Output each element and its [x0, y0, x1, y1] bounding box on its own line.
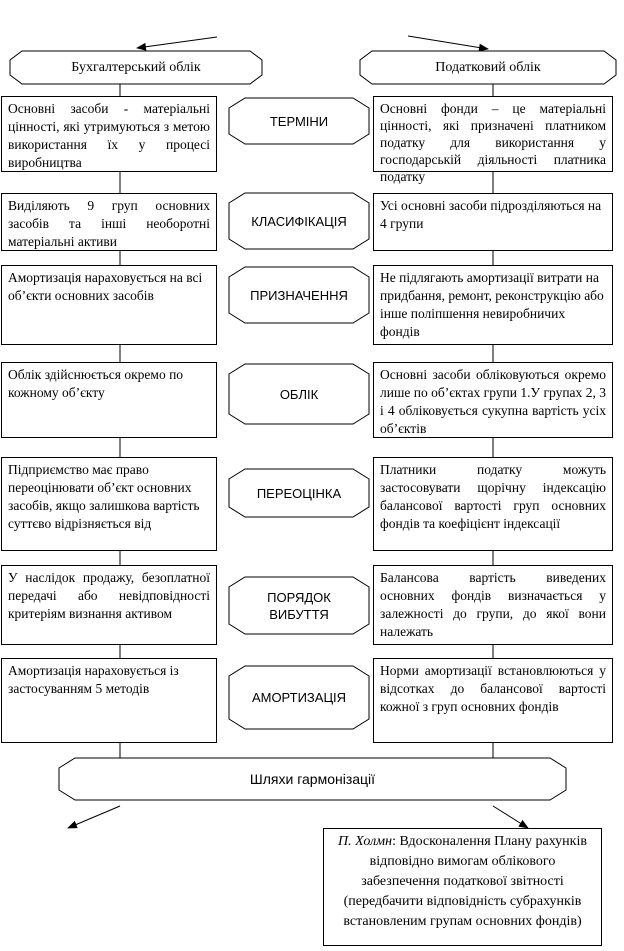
disposal-label: ПОРЯДОК ВИБУТТЯ	[267, 589, 331, 622]
classification-label: КЛАСИФІКАЦІЯ	[251, 213, 347, 229]
depreciation-label: АМОРТИЗАЦІЯ	[251, 690, 347, 705]
purpose-tax: Не підлягають амортизації витрати на придбання, ремонт, реконструкцію або інше поліпшення невиробничих фондів	[373, 265, 613, 345]
harmonization-title: Шляхи гармонізації	[249, 771, 376, 787]
header-tax: Податковий облік	[435, 59, 541, 75]
note-author: П. Холмн	[338, 834, 393, 849]
terms-accounting: Основні засоби - матеріальні цінності, які утримуються з метою використання їх у процесі виробництва	[1, 96, 217, 172]
accounting-accounting: Облік здійснюється окремо по кожному об’єкту	[1, 362, 217, 438]
revaluation-tax: Платники податку можуть застосовувати щорічну індексацію балансової вартості груп основних фондів та коефіцієнт індексації	[373, 457, 613, 551]
classification-tax: Усі основні засоби підрозділяються на 4 групи	[373, 193, 613, 251]
revaluation-label: ПЕРЕОЦІНКА	[256, 485, 342, 501]
note-text: : Вдосконалення Плану рахунків відповідно вимогам облікового забезпечення податкової звітності (передбачити відповідність субрахунків встановленим групам основних фондів)	[343, 834, 587, 929]
terms-tax: Основні фонди – це матеріальні цінності, які призначені платником податку для використання у господарській діяльності платника податку	[373, 96, 613, 172]
terms-label: ТЕРМІНИ	[269, 113, 329, 129]
depreciation-tax: Норми амортизації встановлюються у відсотках до балансової вартості кожної з груп основних фондів	[373, 658, 613, 743]
accounting-tax: Основні засоби обліковуються окремо лише по об’єктах групи 1.У групах 2, 3 і 4 обліковується сукупна вартість усіх об’єктів	[373, 362, 613, 438]
bottom-right-arrow	[493, 806, 528, 828]
bottom-left-arrow	[68, 806, 120, 828]
header-accounting: Бухгалтерський облік	[71, 59, 201, 75]
accounting-label: ОБЛІК	[279, 386, 319, 402]
revaluation-accounting: Підприємство має право переоцінювати об’єкт основних засобів, якщо залишкова вартість суттєво відрізняється від	[1, 457, 217, 551]
top-right-arrow	[408, 36, 488, 49]
purpose-accounting: Амортизація нараховується на всі об’єкти основних засобів	[1, 265, 217, 345]
classification-accounting: Виділяють 9 груп основних засобів та інші необоротні матеріальні активи	[1, 193, 217, 251]
disposal-accounting: У наслідок продажу, безоплатної передачі або невідповідності критеріям визнання активом	[1, 565, 217, 645]
purpose-label: ПРИЗНАЧЕННЯ	[250, 287, 348, 303]
proposal-note	[323, 828, 602, 946]
disposal-tax: Балансова вартість виведених основних фондів визначається у залежності до групи, до якої вони належать	[373, 565, 613, 645]
top-left-arrow	[137, 37, 217, 48]
depreciation-accounting: Амортизація нараховується із застосуванням 5 методів	[1, 658, 217, 743]
